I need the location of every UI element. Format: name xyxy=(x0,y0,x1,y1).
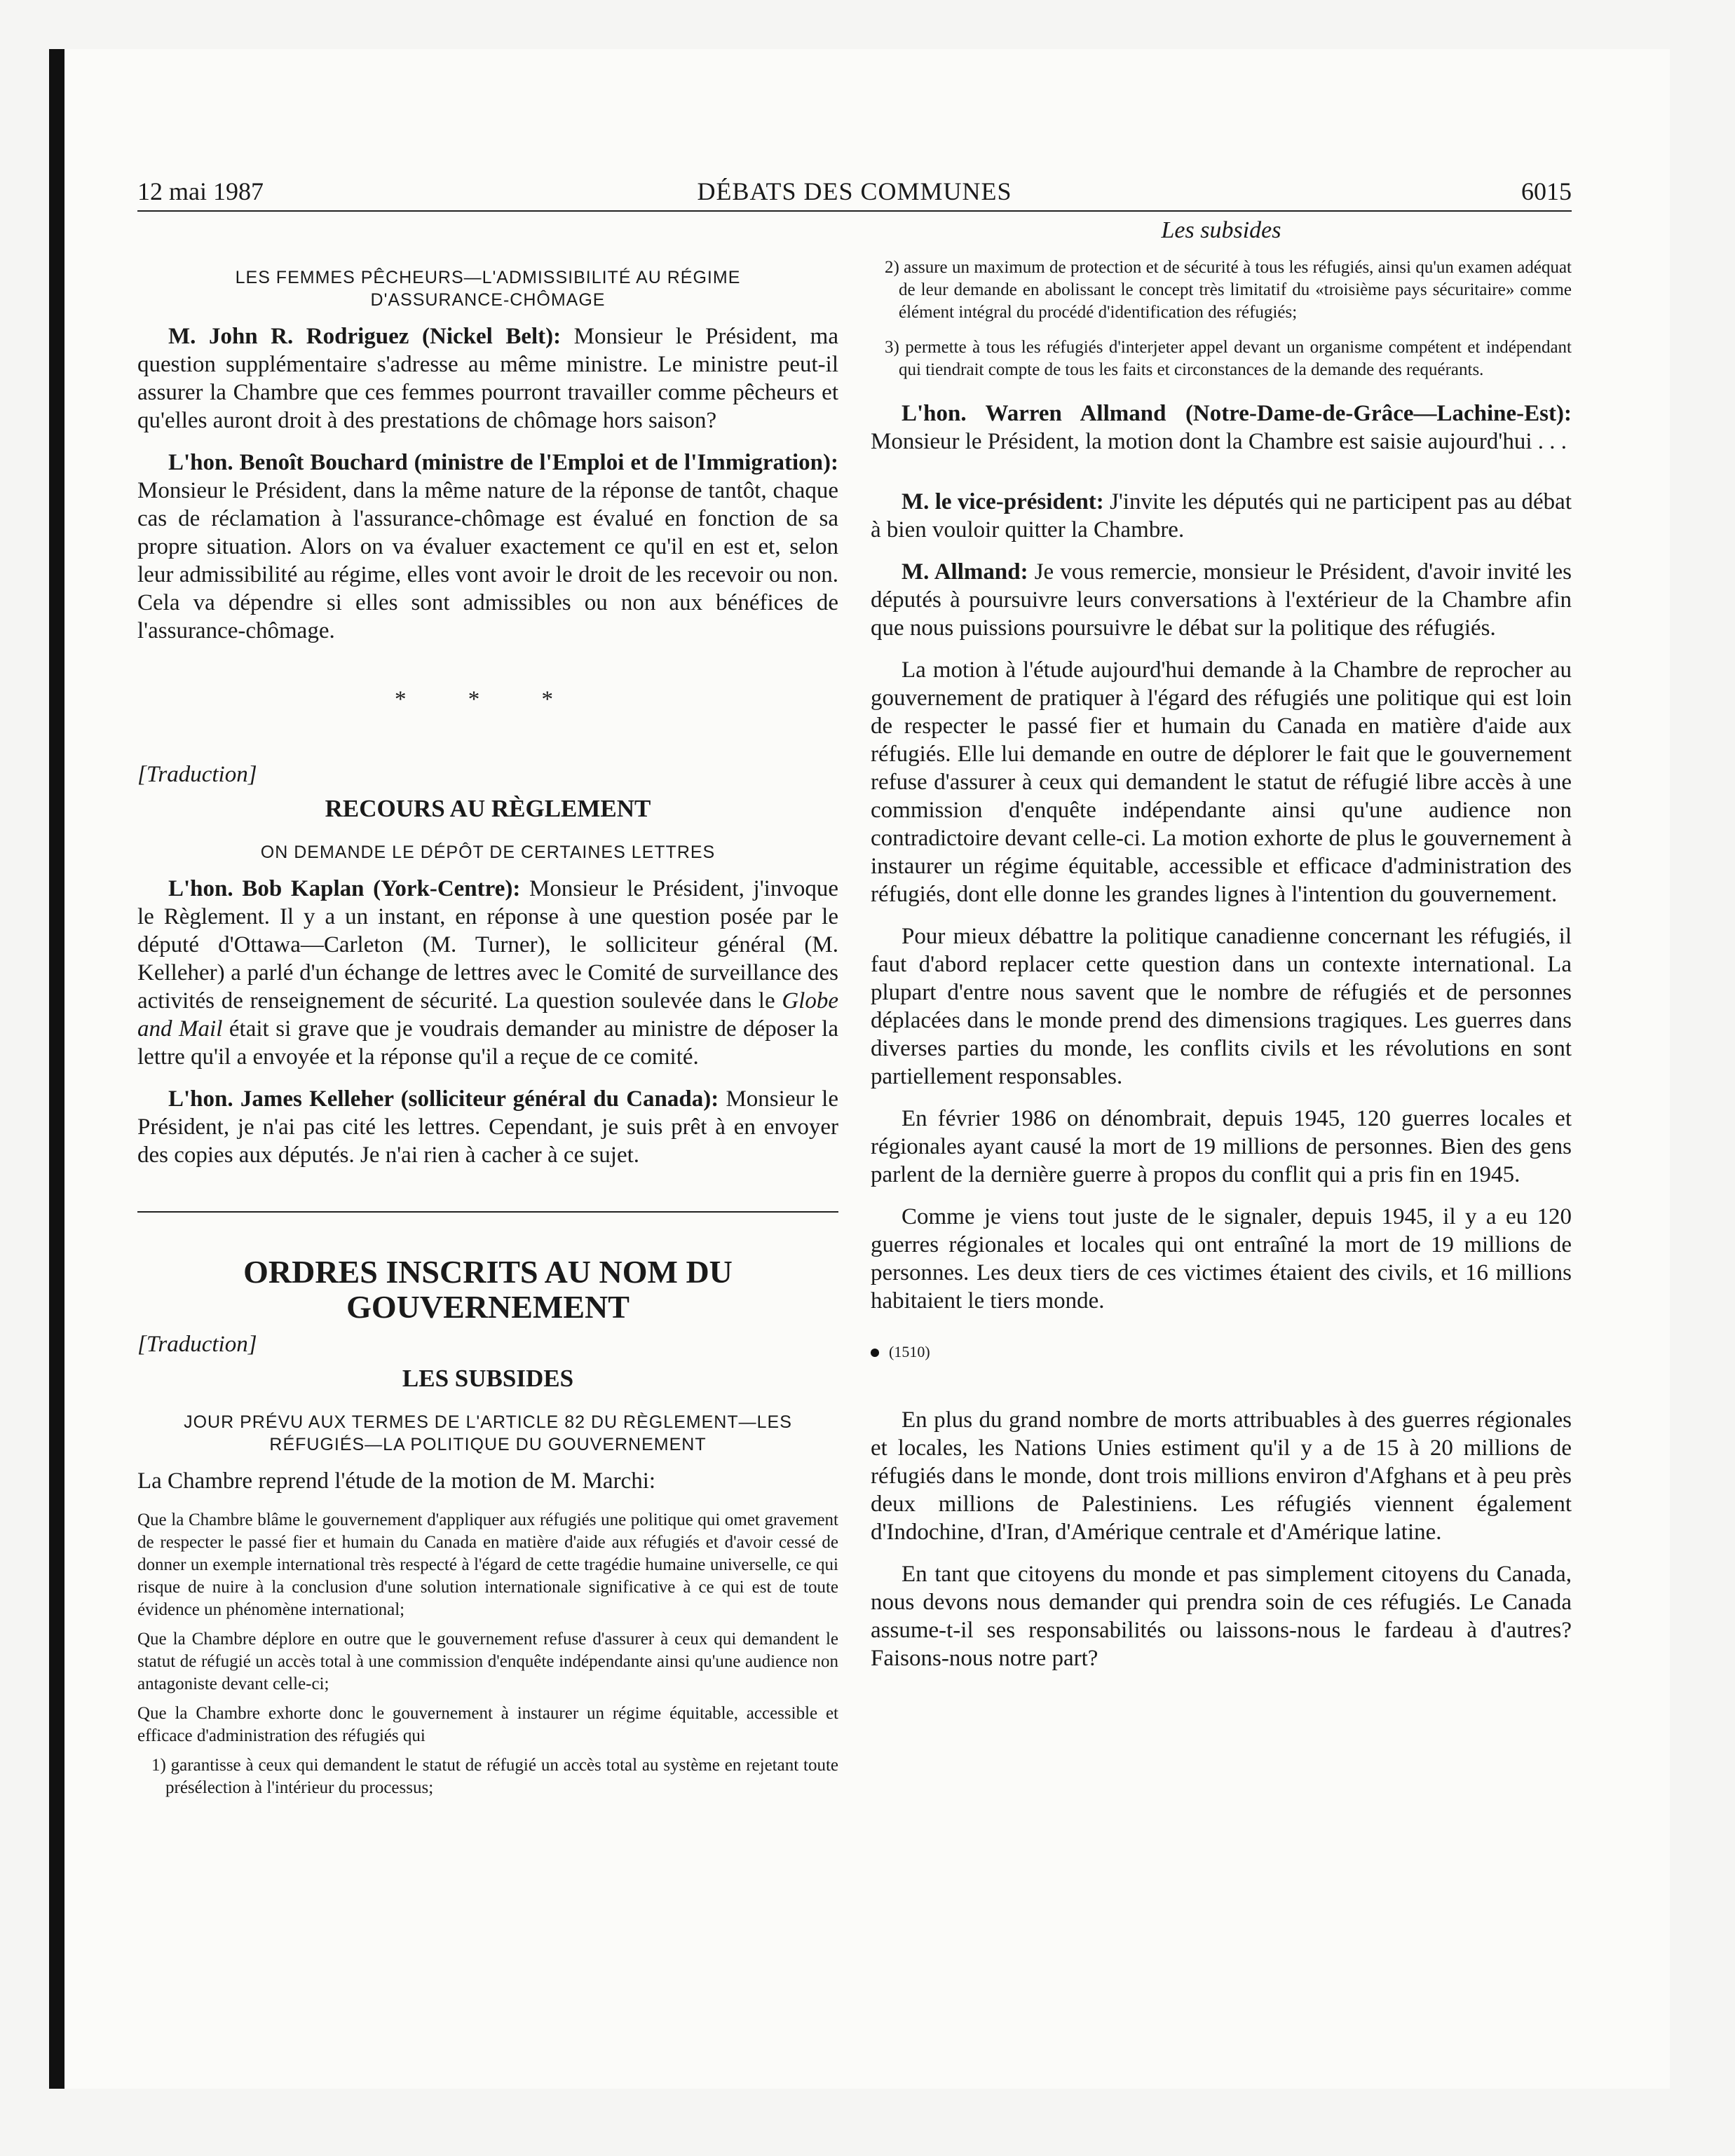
speech-bouchard xyxy=(137,449,838,645)
speaker-name: L'hon. James Kelleher (solliciteur général du Canada): xyxy=(168,1086,719,1112)
section-divider-rule xyxy=(137,1211,838,1213)
speech-italic: Globe and Mail xyxy=(137,988,838,1042)
motion-paragraph: Que la Chambre blâme le gouvernement d'appliquer aux réfugiés une politique qui omet gravement de respecter le passé fier et humain du Canada en matière d'aide aux réfugiés et d'avoir cessé de donner un exemple international très respecté à l'égard de cette tragédie humaine universelle, ce qui risque de nuire à la conclusion d'une solution internationale significative à ce qui est de toute évidence un phénomène international; xyxy=(137,1510,838,1619)
motion-paragraph: Que la Chambre déplore en outre que le gouvernement refuse d'assurer à ceux qui demandent le statut de réfugié un accès total à une commission d'enquête indépendante ainsi qu'une audience non antagoniste devant celle-ci; xyxy=(137,1630,838,1693)
speech-rodriguez xyxy=(137,322,838,435)
scan-spine-edge xyxy=(49,49,64,2089)
speech-text: Monsieur le Président, dans la même nature de la réponse de tantôt, chaque cas de réclamation à l'assurance-chômage est évalué en fonction de sa propre situation. Alors on va évaluer exactement ce qu'il en est et, selon leur admissibilité au régime, elles vont avoir le droit de les recevoir ou non. Cela va dépendre si elles sont admissibles ou non aux bénéfices de l'assurance-chômage. xyxy=(137,478,838,643)
motion-item-1: 1) garantisse à ceux qui demandent le statut de réfugié un accès total au système en rejetant toute présélection à l'intérieur du processus; xyxy=(151,1756,838,1797)
column-subtitle: Les subsides xyxy=(1161,217,1281,243)
speech-allmand-2 xyxy=(871,558,1572,642)
motion-item-2: 2) assure un maximum de protection et de sécurité à tous les réfugiés, ainsi qu'un examen adéquat de leur demande en abolissant le concept très limitatif du «troisième pays sécuritaire» comme élément intégral du procédé d'identification des réfugiés; xyxy=(885,258,1572,322)
body-paragraph: Pour mieux débattre la politique canadienne concernant les réfugiés, il faut d'abord replacer cette question dans un contexte international. La plupart d'entre nous savent que le nombre de réfugiés et de personnes déplacées dans le monde prend des dimensions tragiques. Les guerres dans diverses parties du monde, les conflits civils et les révolutions en sont partiellement responsables. xyxy=(871,924,1572,1089)
body-paragraph: Comme je viens tout juste de le signaler, depuis 1945, il y a eu 120 guerres régionales et locales qui ont entraîné la mort de 19 millions de personnes. Les deux tiers de ces victimes étaient des civils, et 16 millions habitaient le tiers monde. xyxy=(871,1204,1572,1314)
section-title-ordres: ORDRES INSCRITS AU NOM DU GOUVERNEMENT xyxy=(243,1254,733,1325)
section-title-femmes-pecheurs: LES FEMMES PÊCHEURS—L'ADMISSIBILITÉ AU RÉGIME D'ASSURANCE-CHÔMAGE xyxy=(235,268,741,310)
subsection-title-refugies: JOUR PRÉVU AUX TERMES DE L'ARTICLE 82 DU RÈGLEMENT—LES RÉFUGIÉS—LA POLITIQUE DU GOUVERNEMENT xyxy=(184,1412,792,1454)
speech-kaplan xyxy=(137,875,838,1071)
speech-text: était si grave que je voudrais demander au ministre de déposer la lettre qu'il a envoyée et la réponse qu'il a reçue de ce comité. xyxy=(137,1016,838,1070)
speech-text: Monsieur le Président, je n'ai pas cité les lettres. Cependant, je suis prêt à en envoyer des copies aux députés. Je n'ai rien à cacher à ce sujet. xyxy=(137,1086,838,1168)
speech-text: J'invite les députés qui ne participent pas au débat à bien vouloir quitter la Chambre. xyxy=(871,489,1572,543)
left-column xyxy=(137,217,838,1806)
speaker-name: L'hon. Benoît Bouchard (ministre de l'Emploi et de l'Immigration): xyxy=(168,450,838,475)
page-number: 6015 xyxy=(1521,177,1572,205)
speech-text: Monsieur le Président, j'invoque le Règlement. Il y a un instant, en réponse à une question posée par le député d'Ottawa—Carleton (M. Turner), le solliciteur général (M. Kelleher) a parlé d'un échange de lettres avec le Comité de surveillance des activités de renseignement de sécurité. La question soulevée dans le xyxy=(137,876,838,1014)
section-title-subsides: LES SUBSIDES xyxy=(402,1365,574,1392)
body-paragraph: La motion à l'étude aujourd'hui demande à la Chambre de reprocher au gouvernement de pratiquer à l'égard des réfugiés une politique qui est loin de respecter le passé fier et humain du Canada en matière d'aide aux réfugiés. Elle lui demande en outre de déplorer le fait que le gouvernement refuse d'assurer à ceux qui demandent le statut de réfugié libre accès à une commission d'enquête indépendante ainsi qu'une audience non contradictoire devant celle-ci. La motion exhorte de plus le gouvernement à instaurer un régime équitable, accessible et efficace d'administration des réfugiés, dont elle donne les grandes lignes à l'intention du gouvernement. xyxy=(871,657,1572,907)
header-title: DÉBATS DES COMMUNES xyxy=(697,177,1012,205)
section-title-recours: RECOURS AU RÈGLEMENT xyxy=(325,795,651,822)
speech-text: Monsieur le Président, ma question supplémentaire s'adresse au même ministre. Le ministre peut-il assurer la Chambre que ces femmes pourront travailler comme pêcheurs et qu'elles auront droit à des prestations de chômage hors saison? xyxy=(137,324,838,433)
section-separator-stars: * * * xyxy=(395,687,581,712)
body-paragraph: En plus du grand nombre de morts attribuables à des guerres régionales et locales, les Nations Unies estiment qu'il y a de 15 à 20 millions de réfugiés dans le monde, dont trois millions environ d'Afghans et à peu près deux millions de Palestiniens. Les réfugiés viennent également d'Indochine, d'Iran, d'Amérique centrale et d'Amérique latine. xyxy=(871,1407,1572,1545)
bullet-dot-icon xyxy=(871,1349,879,1357)
speaker-name: M. Allmand: xyxy=(901,559,1028,585)
speech-vice-president xyxy=(871,488,1572,544)
time-marker-text: (1510) xyxy=(889,1343,930,1360)
subsection-title-lettres: ON DEMANDE LE DÉPÔT DE CERTAINES LETTRES xyxy=(260,842,716,862)
speaker-name: M. John R. Rodriguez (Nickel Belt): xyxy=(168,324,562,349)
speaker-name: L'hon. Bob Kaplan (York-Centre): xyxy=(168,876,521,901)
speech-kelleher xyxy=(137,1085,838,1169)
time-marker xyxy=(871,1343,1572,1361)
header-date: 12 mai 1987 xyxy=(137,177,264,205)
translation-note: [Traduction] xyxy=(137,1332,257,1357)
speech-text: Je vous remercie, monsieur le Président, d'avoir invité les députés à poursuivre leurs conversations à l'extérieur de la Chambre afin que nous puissions poursuivre le débat sur la politique des réfugiés. xyxy=(871,559,1572,641)
body-paragraph: En tant que citoyens du monde et pas simplement citoyens du Canada, nous devons nous demander qui prendra soin de ces réfugiés. Le Canada assume-t-il ses responsabilités ou laissons-nous le fardeau à d'autres? Faisons-nous notre part? xyxy=(871,1562,1572,1671)
speaker-name: L'hon. Warren Allmand (Notre-Dame-de-Grâce—Lachine-Est): xyxy=(901,401,1572,426)
motion-paragraph: Que la Chambre exhorte donc le gouvernement à instaurer un régime équitable, accessible et efficace d'administration des réfugiés qui xyxy=(137,1704,838,1745)
right-column xyxy=(871,217,1572,1686)
motion-intro: La Chambre reprend l'étude de la motion de M. Marchi: xyxy=(137,1468,656,1494)
speech-allmand xyxy=(871,400,1572,456)
body-paragraph: En février 1986 on dénombrait, depuis 1945, 120 guerres locales et régionales ayant causé la mort de 19 millions de personnes. Bien des gens parlent de la dernière guerre à propos du conflit qui a pris fin en 1945. xyxy=(871,1106,1572,1187)
translation-note: [Traduction] xyxy=(137,762,257,787)
speech-text: Monsieur le Président, la motion dont la Chambre est saisie aujourd'hui . . . xyxy=(871,429,1567,454)
motion-item-3: 3) permette à tous les réfugiés d'interjeter appel devant un organisme compétent et indépendant qui tiendrait compte de tous les faits et circonstances de la demande des requérants. xyxy=(885,338,1572,379)
running-header xyxy=(137,175,1572,212)
speaker-name: M. le vice-président: xyxy=(901,489,1104,514)
